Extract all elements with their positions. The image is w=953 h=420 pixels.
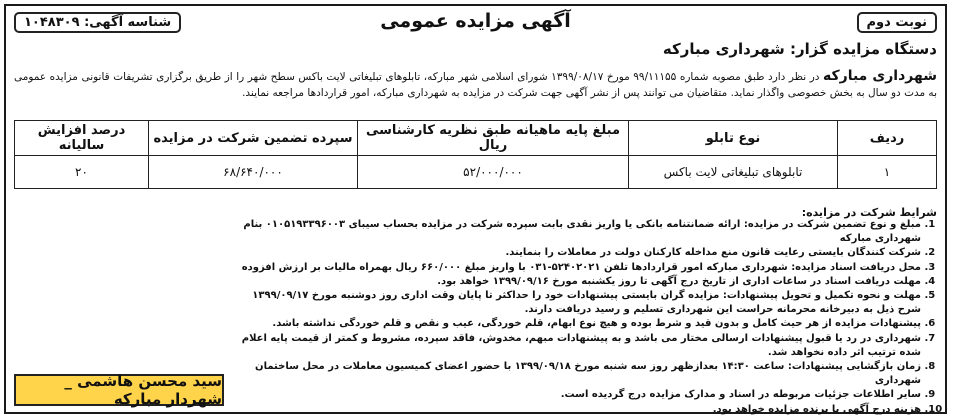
condition-item: 6. پیشنهادات مزایده از هر حیث کامل و بدون قید و شرط بوده و هیچ نوع ابهام، قلم خوردگی، عیب و نقص و قلم خوردگی نداشته باشد. — [226, 317, 921, 331]
condition-item: 9. سایر اطلاعات جزئیات مربوطه در اسناد و مدارک مزایده درج گردیده است. — [226, 388, 921, 402]
mayor-signature: سید محسن هاشمی _ شهردار مبارکه — [14, 374, 224, 406]
condition-item: 1. مبلغ و نوع تضمین شرکت در مزایده: ارائه ضمانتنامه بانکی یا واریز نقدی بابت سپرده شرکت در مزایده بحساب سیبای ۰۱۰۵۱۹۳۳۹۶۰۰۳ بنام شهرداری مبارکه — [226, 218, 921, 246]
col-annual-increase: درصد افزایش سالیانه — [15, 121, 149, 156]
table-header-row — [15, 121, 937, 156]
col-base-price: مبلغ پایه ماهیانه طبق نظریه کارشناسی ریال — [358, 121, 629, 156]
cell-deposit: ۶۸/۶۴۰/۰۰۰ — [149, 156, 358, 189]
notice-title: آگهی مزایده عمومی — [380, 10, 571, 32]
notice-header — [6, 6, 945, 36]
notice-id-badge: شناسه آگهی: ۱۰۴۸۳۰۹ — [14, 12, 181, 33]
notice-frame — [4, 4, 947, 414]
col-deposit: سپرده تضمین شرکت در مزایده — [149, 121, 358, 156]
intro-text: در نظر دارد طبق مصوبه شماره ۹۹/۱۱۱۵۵ مورخ ۱۳۹۹/۰۸/۱۷ شورای اسلامی شهر مبارکه، تابلوهای تبلیغاتی لایت باکس سطح شهر را از طریق برگزاری تشریفات قانونی مزایده عمومی به مدت دو سال به بخش خصوصی واگذار نماید. متقاضیان می توانند پس از نشر آگهی جهت شرکت در مزایده به شهرداری مبارکه، امور قراردادها مراجعه نمایند. — [14, 71, 937, 99]
condition-item: 4. مهلت دریافت اسناد در ساعات اداری از تاریخ درج آگهی تا روز یکشنبه مورخ ۱۳۹۹/۰۹/۱۶ خواهد بود. — [226, 275, 921, 289]
condition-item: 3. محل دریافت اسناد مزایده: شهرداری مبارکه امور قراردادها تلفن ۵۲۴۰۲۰۲۱-۰۳۱ با واریز مبلغ ۶۶۰/۰۰۰ ریال بهمراه مالیات بر ارزش افزوده — [226, 261, 921, 275]
condition-item: 10. هزینه درج آگهی با برنده مزایده خواهد بود. — [226, 403, 921, 417]
col-row-number: ردیف — [838, 121, 937, 156]
auction-table — [14, 120, 937, 189]
condition-item: 2. شرکت کنندگان بایستی رعایت قانون منع مداخله کارکنان دولت در معاملات را بنمایند. — [226, 246, 921, 260]
intro-lead: شهرداری مبارکه — [823, 68, 937, 84]
condition-item: 8. زمان بازگشایی پیشنهادات: ساعت ۱۴:۳۰ بعدازظهر روز سه شنبه مورخ ۱۳۹۹/۰۹/۱۸ با حضور اعضای کمیسیون معاملات در محل ساختمان شهرداری — [226, 360, 921, 388]
conditions-list — [226, 218, 937, 417]
intro-paragraph — [14, 68, 937, 101]
cell-base-price: ۵۲/۰۰۰/۰۰۰ — [358, 156, 629, 189]
organizer-line: دستگاه مزایده گزار: شهرداری مبارکه — [662, 40, 937, 58]
condition-item: 5. مهلت و نحوه تکمیل و تحویل پیشنهادات: مزایده گران بایستی پیشنهادات خود را حداکثر تا پایان وقت اداری روز دوشنبه مورخ ۱۳۹۹/۰۹/۱۷ شرح ذیل به دبیرخانه محرمانه حراست این شهرداری تسلیم و رسید دریافت دارند. — [226, 289, 921, 317]
cell-row-number: ۱ — [838, 156, 937, 189]
cell-board-type: تابلوهای تبلیغاتی لایت باکس — [629, 156, 838, 189]
round-badge: نوبت دوم — [857, 12, 937, 33]
table-row — [15, 156, 937, 189]
cell-annual-increase: ۲۰ — [15, 156, 149, 189]
condition-item: 7. شهرداری در رد یا قبول پیشنهادات ارسالی مختار می باشد و به پیشنهادات مبهم، مخدوش، فاقد سپرده، مشروط و کمتر از قیمت پایه اعلام شده ترتیب اثر داده نخواهد شد. — [226, 332, 921, 360]
conditions-title: شرایط شرکت در مزایده: — [801, 206, 937, 219]
col-board-type: نوع تابلو — [629, 121, 838, 156]
